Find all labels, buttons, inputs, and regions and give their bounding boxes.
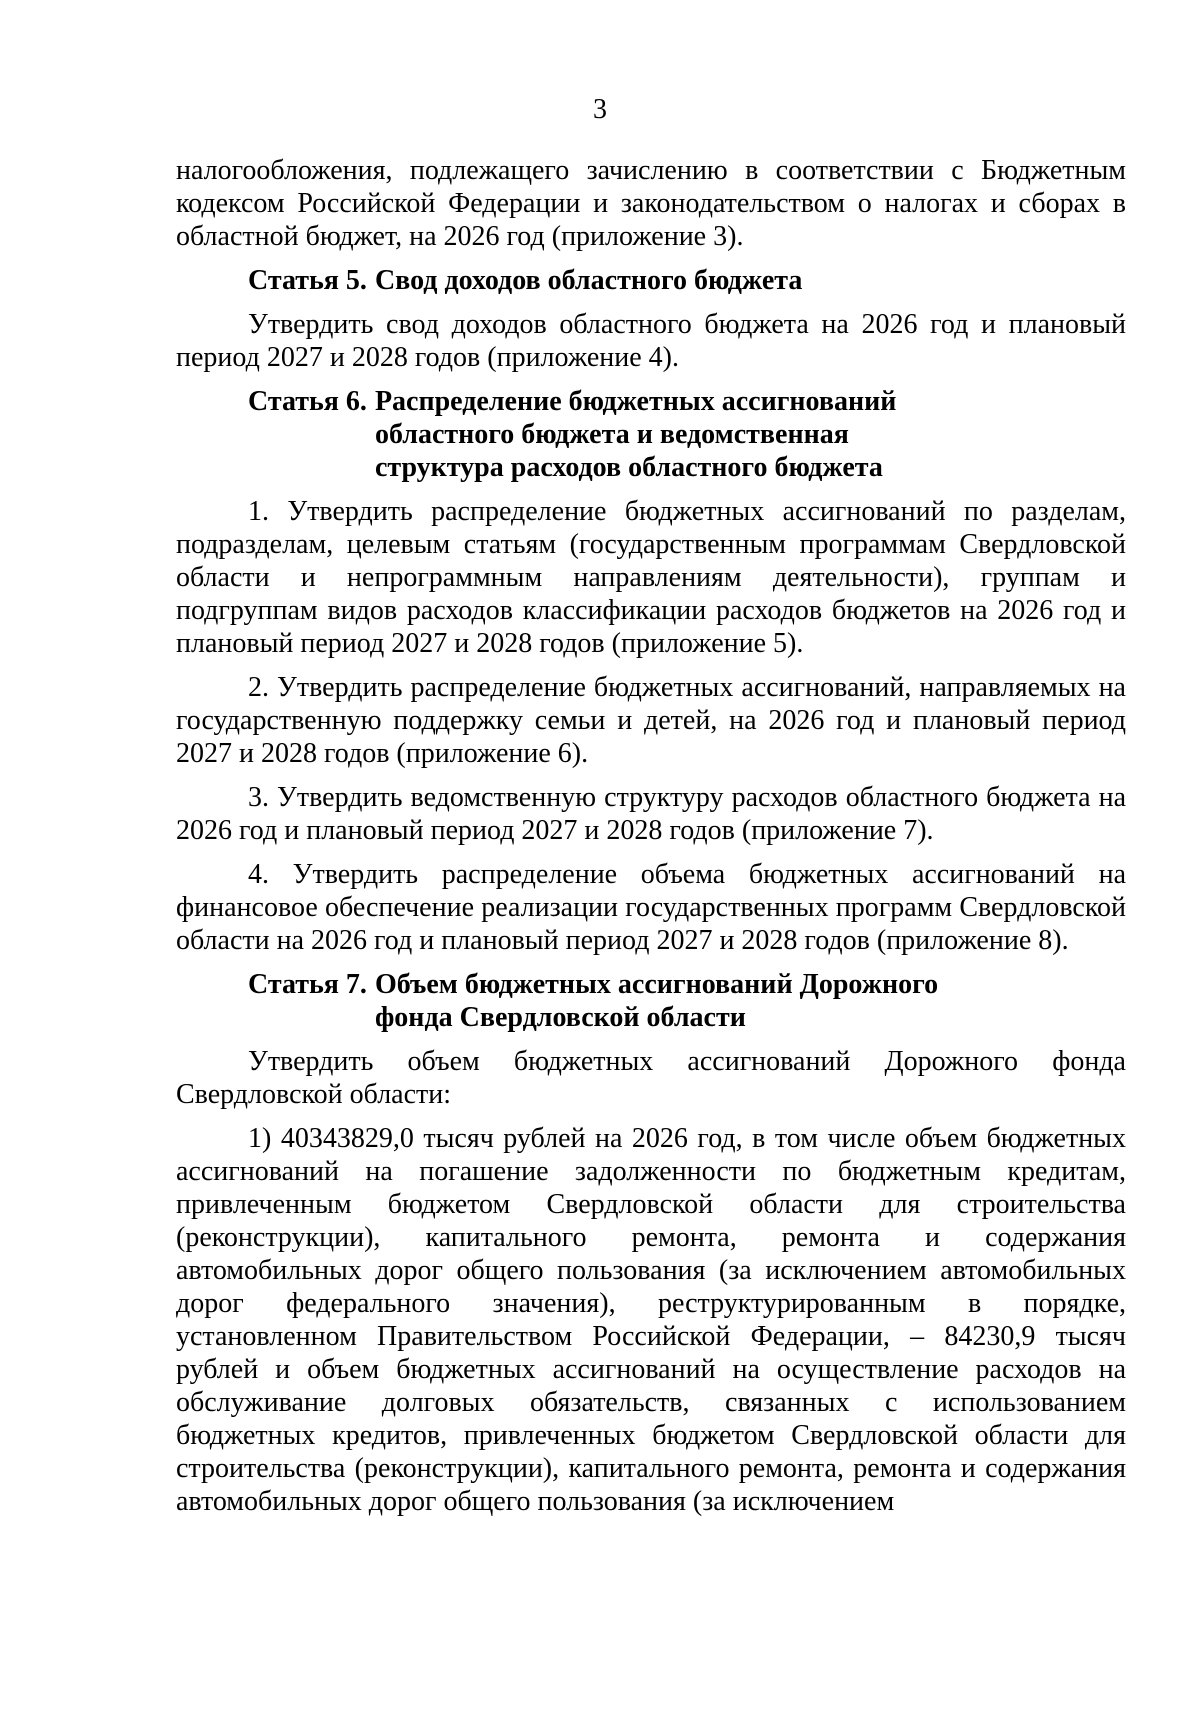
article-5-paragraph: Утвердить свод доходов областного бюджета на 2026 год и плановый период 2027 и 2028 годов (приложение 4). [176, 309, 1126, 373]
article-6-title-line: Распределение бюджетных ассигнований [374, 386, 897, 417]
paragraph-continuation: налогообложения, подлежащего зачислению в соответствии с Бюджетным кодексом Российской Федерации и законодательством о налогах и сборах в областной бюджет, на 2026 год (приложение 3). [176, 155, 1126, 252]
article-6-item-4: 4. Утвердить распределение объема бюджетных ассигнований на финансовое обеспечение реализации государственных программ Свердловской области на 2026 год и плановый период 2027 и 2028 годов (приложение 8). [176, 859, 1126, 956]
article-6-number: Статья 6. [248, 386, 367, 417]
article-6-title [367, 385, 896, 484]
page-number: 3 [593, 94, 607, 125]
article-5-heading [176, 264, 1126, 297]
article-7-number: Статья 7. [248, 969, 367, 1000]
article-5-title [367, 264, 802, 297]
article-5-title-line: Свод доходов областного бюджета [374, 265, 803, 296]
article-7-title-line: Объем бюджетных ассигнований Дорожного [374, 969, 939, 1000]
article-7-item-1: 1) 40343829,0 тысяч рублей на 2026 год, в том числе объем бюджетных ассигнований на погашение задолженности по бюджетным кредитам, привлеченным бюджетом Свердловской области для строительства (реконструкции), капитального ремонта, ремонта и содержания автомобильных дорог общего пользования (за исключением автомобильных дорог федерального значения), реструктурированным в порядке, установленном Правительством Российской Федерации, – 84230,9 тысяч рублей и объем бюджетных ассигнований на осуществление расходов на обслуживание долговых обязательств, связанных с использованием бюджетных кредитов, привлеченных бюджетом Свердловской области для строительства (реконструкции), капитального ремонта, ремонта и содержания автомобильных дорог общего пользования (за исключением [176, 1123, 1126, 1517]
document-body [176, 154, 1126, 1518]
article-6-heading [176, 385, 1126, 484]
article-7-title [367, 968, 938, 1034]
article-7-heading [176, 968, 1126, 1034]
article-5-number: Статья 5. [248, 265, 367, 296]
article-7-title-line: фонда Свердловской области [374, 1002, 746, 1033]
article-7-paragraph: Утвердить объем бюджетных ассигнований Дорожного фонда Свердловской области: [176, 1046, 1126, 1110]
article-6-item-3: 3. Утвердить ведомственную структуру расходов областного бюджета на 2026 год и плановый период 2027 и 2028 годов (приложение 7). [176, 782, 1126, 846]
article-6-title-line: структура расходов областного бюджета [374, 452, 883, 483]
article-6-item-2: 2. Утвердить распределение бюджетных ассигнований, направляемых на государственную поддержку семьи и детей, на 2026 год и плановый период 2027 и 2028 годов (приложение 6). [176, 672, 1126, 769]
article-6-title-line: областного бюджета и ведомственная [374, 419, 849, 450]
article-6-item-1: 1. Утвердить распределение бюджетных ассигнований по разделам, подразделам, целевым статьям (государственным программам Свердловской области и непрограммным направлениям деятельности), группам и подгруппам видов расходов классификации расходов бюджетов на 2026 год и плановый период 2027 и 2028 годов (приложение 5). [176, 496, 1126, 659]
